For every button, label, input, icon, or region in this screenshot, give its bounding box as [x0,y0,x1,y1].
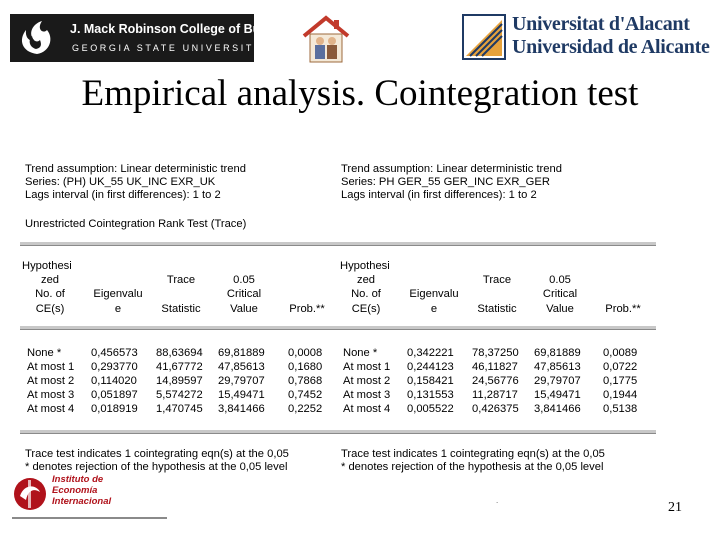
table-cell: 24,56776 [472,375,519,387]
table-cell: 1,470745 [156,403,203,415]
table-cell: 0,0008 [288,347,323,359]
col-header: 0.05 [233,274,255,286]
table-cell: 0,5138 [603,403,638,415]
table-cell: At most 2 [27,375,75,387]
right-trend-assumption: Trend assumption: Linear deterministic trend [341,163,562,175]
col-header: Prob.** [605,303,641,315]
right-rejection-note: * denotes rejection of the hypothesis at the 0,05 level [341,461,604,473]
left-trend-assumption: Trend assumption: Linear deterministic trend [25,163,246,175]
table-cell: 0,1775 [603,375,638,387]
table-cell: 29,79707 [534,375,581,387]
table-cell: 14,89597 [156,375,203,387]
table-cell: 0,244123 [407,361,454,373]
col-header: CE(s) [351,303,381,315]
table-cell: 0,7868 [288,375,323,387]
col-header: Statistic [477,303,517,315]
table-cell: 0,0089 [603,347,638,359]
table-cell: At most 1 [343,361,391,373]
table-cell: 78,37250 [472,347,519,359]
left-series: Series: (PH) UK_55 UK_INC EXR_UK [25,176,216,188]
page-number: 21 [668,500,682,515]
col-header: Eigenvalu [409,288,459,300]
iei-logo-icon [12,474,48,514]
left-rejection-note: * denotes rejection of the hypothesis at the 0,05 level [25,461,288,473]
ua-name-valencian: Universitat d'Alacant [512,13,690,35]
table-cell: 3,841466 [218,403,265,415]
table-cell: 88,63694 [156,347,203,359]
table-cell: 41,67772 [156,361,203,373]
table-cell: 0,342221 [407,347,454,359]
col-header: Trace [166,274,196,286]
table-cell: 0,0722 [603,361,638,373]
col-header: Statistic [161,303,201,315]
gsu-university-name: GEORGIA STATE UNIVERSITY [72,43,263,53]
table-cell: 0,051897 [91,389,138,401]
table-rule-bottom [20,430,656,434]
table-cell: At most 4 [343,403,391,415]
col-header: Critical [542,288,578,300]
iei-name [52,474,111,507]
table-cell: 0,456573 [91,347,138,359]
iei-line: Instituto de [52,474,104,485]
table-cell: At most 3 [27,389,75,401]
ua-name-spanish: Universidad de Alicante [512,36,710,58]
col-header: Critical [226,288,262,300]
table-cell: At most 4 [27,403,75,415]
table-cell: 0,158421 [407,375,454,387]
col-header: Prob.** [289,303,325,315]
col-header: Hypothesi [22,260,72,272]
col-header: CE(s) [35,303,65,315]
table-cell: At most 1 [27,361,75,373]
table-cell: None * [343,347,378,359]
col-header: e [114,303,122,315]
table-cell: 0,1680 [288,361,323,373]
col-header: No. of [351,288,381,300]
table-cell: 29,79707 [218,375,265,387]
footer-divider [12,517,167,519]
table-cell: 69,81889 [218,347,265,359]
col-header: Eigenvalu [93,288,143,300]
left-trace-conclusion: Trace test indicates 1 cointegrating eqn(s) at the 0,05 [25,448,289,460]
table-cell: 0,293770 [91,361,138,373]
col-header: Value [230,303,258,315]
table-cell: 15,49471 [218,389,265,401]
iei-line: Internacional [52,496,112,507]
table-cell: 0,7452 [288,389,323,401]
table-cell: None * [27,347,62,359]
gsu-college-name: J. Mack Robinson College of Business [70,22,300,36]
table-cell: 46,11827 [472,361,518,373]
table-cell: 47,85613 [534,361,581,373]
table-cell: 15,49471 [534,389,581,401]
table-cell: At most 3 [343,389,391,401]
col-header: zed [40,274,60,286]
table-cell: 0,2252 [288,403,323,415]
col-header: No. of [35,288,65,300]
col-header: e [430,303,438,315]
test-name: Unrestricted Cointegration Rank Test (Trace) [25,218,247,230]
stray-dot: . [496,496,499,505]
col-header: Trace [482,274,512,286]
table-cell: 47,85613 [218,361,265,373]
table-rule-top [20,242,656,246]
iei-line: Economía [52,485,98,496]
right-lags: Lags interval (in first differences): 1 to 2 [341,189,537,201]
table-cell: 0,131553 [407,389,454,401]
table-cell: 0,1944 [603,389,638,401]
table-cell: 0,018919 [91,403,138,415]
left-lags: Lags interval (in first differences): 1 to 2 [25,189,221,201]
col-header: Hypothesi [340,260,390,272]
col-header: zed [356,274,376,286]
table-cell: 0,005522 [407,403,454,415]
table-rule-mid [20,326,656,330]
table-cell: 5,574272 [156,389,203,401]
col-header: Value [546,303,574,315]
col-header: 0.05 [549,274,571,286]
table-cell: 0,114020 [91,375,137,387]
right-series: Series: PH GER_55 GER_INC EXR_GER [341,176,550,188]
table-cell: 69,81889 [534,347,581,359]
table-cell: At most 2 [343,375,391,387]
table-cell: 3,841466 [534,403,581,415]
table-cell: 11,28717 [472,389,518,401]
page-title: Empirical analysis. Cointegration test [81,73,639,114]
right-trace-conclusion: Trace test indicates 1 cointegrating eqn(s) at the 0,05 [341,448,605,460]
table-cell: 0,426375 [472,403,519,415]
